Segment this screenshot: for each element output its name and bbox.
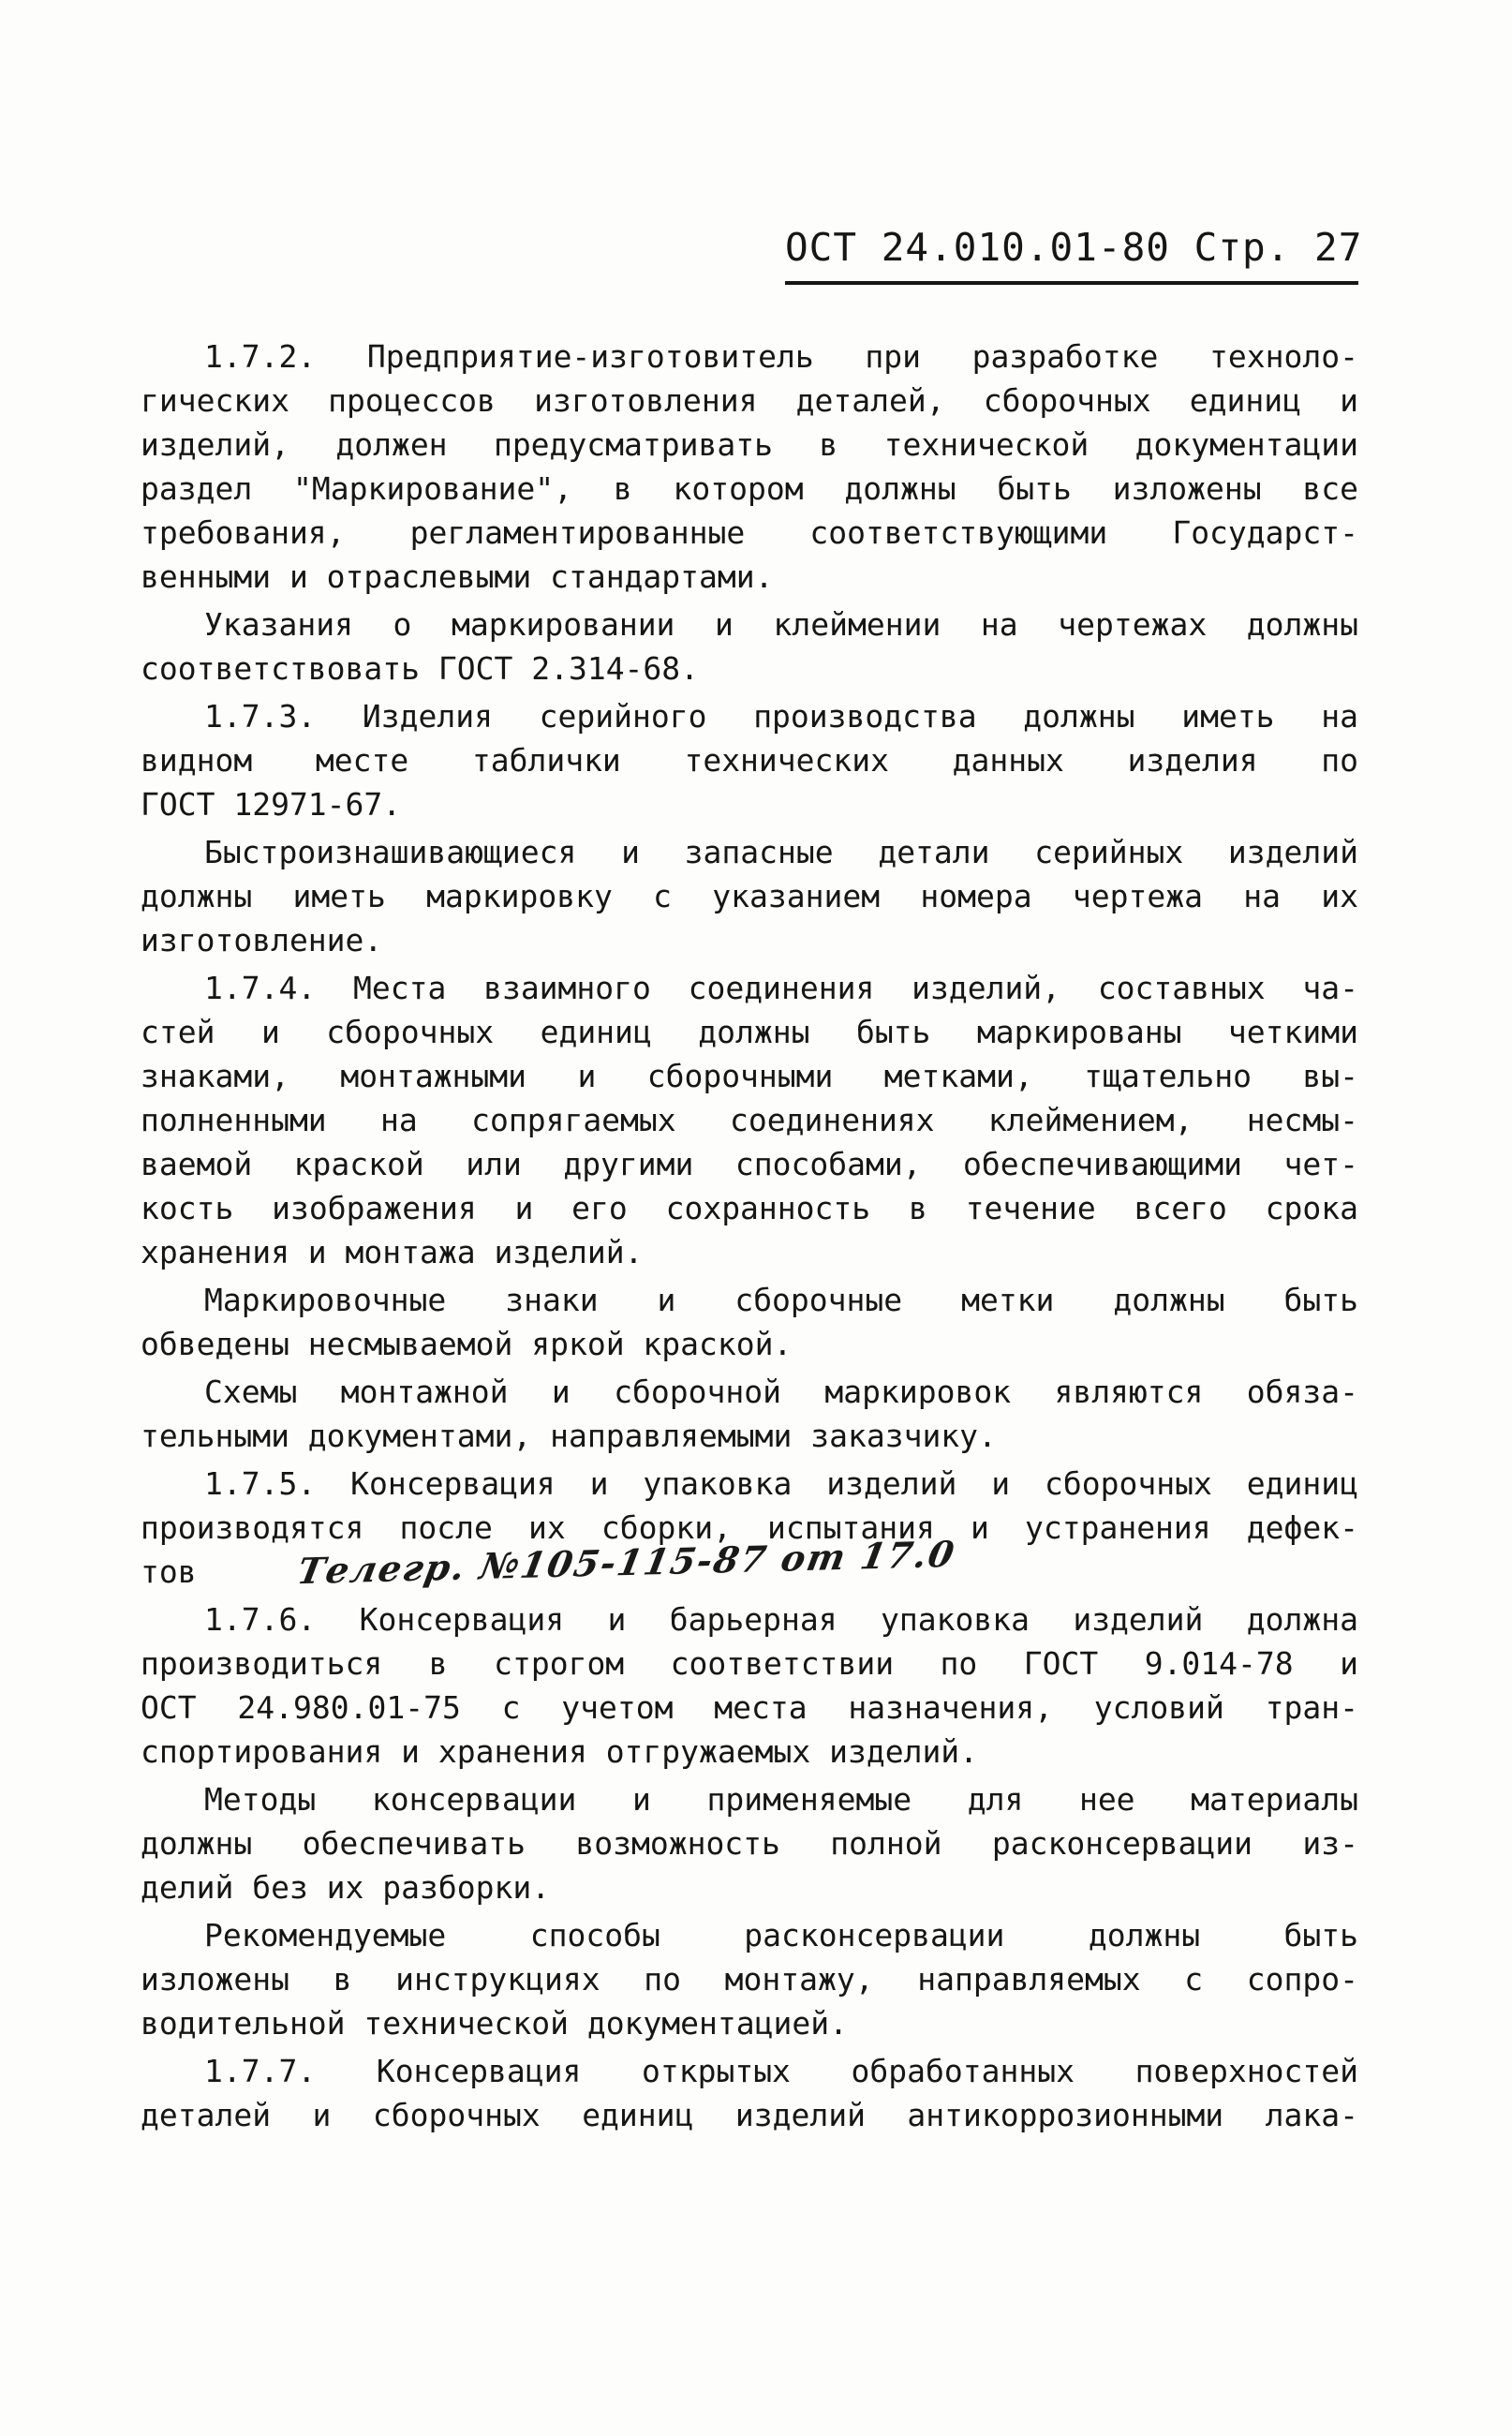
text-line: Методы консервации и применяемые для нее материалы	[204, 1781, 1358, 1818]
text-line: 1.7.3. Изделия серийного производства должны иметь на	[204, 698, 1358, 735]
text-line: ваемой краской или другими способами, обеспечивающими чет-	[141, 1146, 1358, 1182]
text-line: 1.7.7. Консервация открытых обработанных поверхностей	[204, 2053, 1358, 2089]
text-line: 1.7.2. Предприятие-изготовитель при разработке техноло-	[204, 338, 1358, 375]
text-line: деталей и сборочных единиц изделий антикоррозионными лака-	[141, 2097, 1358, 2133]
text-line: производятся после их сборки, испытания и устранения дефек-	[141, 1509, 1358, 1546]
handwritten-annotation: Телегр. №105-115-87 от 17.0	[293, 1532, 959, 1593]
text-line: изготовление.	[141, 922, 383, 958]
text-line: Маркировочные знаки и сборочные метки должны быть	[204, 1282, 1358, 1318]
text-line: знаками, монтажными и сборочными метками, тщательно вы-	[141, 1058, 1358, 1094]
text-line: 1.7.5. Консервация и упаковка изделий и сборочных единиц	[204, 1465, 1358, 1502]
text-line: кость изображения и его сохранность в течение всего срока	[141, 1190, 1358, 1226]
text-line: обведены несмываемой яркой краской.	[141, 1326, 793, 1362]
text-line: видном месте таблички технических данных изделия по	[141, 742, 1358, 779]
page-header: ОСТ 24.010.01-80 Стр. 27	[785, 225, 1363, 270]
text-line: раздел "Маркирование", в котором должны быть изложены все	[141, 470, 1358, 507]
text-line: изложены в инструкциях по монтажу, направляемых с сопро-	[141, 1961, 1358, 1998]
text-line: Схемы монтажной и сборочной маркировок являются обяза-	[204, 1374, 1358, 1410]
text-line: тов	[141, 1553, 197, 1590]
text-line: венными и отраслевыми стандартами.	[141, 558, 774, 595]
header-underline	[785, 281, 1358, 285]
text-line: спортирования и хранения отгружаемых изделий.	[141, 1733, 979, 1770]
text-line: делий без их разборки.	[141, 1869, 551, 1906]
text-line: Рекомендуемые способы расконсервации должны быть	[204, 1917, 1358, 1953]
text-line: должны иметь маркировку с указанием номера чертежа на их	[141, 878, 1358, 914]
text-line: 1.7.4. Места взаимного соединения изделий, составных ча-	[204, 970, 1358, 1006]
document-body	[141, 334, 1358, 2137]
text-line: ГОСТ 12971-67.	[141, 786, 402, 823]
text-line: полненными на сопрягаемых соединениях клеймением, несмы-	[141, 1102, 1358, 1138]
text-line: Указания о маркировании и клеймении на чертежах должны	[204, 606, 1358, 643]
text-line: хранения и монтажа изделий.	[141, 1234, 644, 1270]
text-line: 1.7.6. Консервация и барьерная упаковка изделий должна	[204, 1601, 1358, 1638]
text-line: водительной технической документацией.	[141, 2005, 848, 2042]
text-line: ОСТ 24.980.01-75 с учетом места назначения, условий тран-	[141, 1689, 1358, 1726]
text-line: должны обеспечивать возможность полной расконсервации из-	[141, 1825, 1358, 1862]
text-line: производиться в строгом соответствии по ГОСТ 9.014-78 и	[141, 1645, 1358, 1682]
text-line: требования, регламентированные соответствующими Государст-	[141, 514, 1358, 551]
text-line: гических процессов изготовления деталей, сборочных единиц и	[141, 382, 1358, 419]
text-line: стей и сборочных единиц должны быть маркированы четкими	[141, 1014, 1358, 1050]
text-line: изделий, должен предусматривать в технической документации	[141, 426, 1358, 463]
text-line: Быстроизнашивающиеся и запасные детали серийных изделий	[204, 834, 1358, 870]
text-line: тельными документами, направляемыми заказчику.	[141, 1418, 997, 1454]
text-line: соответствовать ГОСТ 2.314-68.	[141, 650, 700, 687]
